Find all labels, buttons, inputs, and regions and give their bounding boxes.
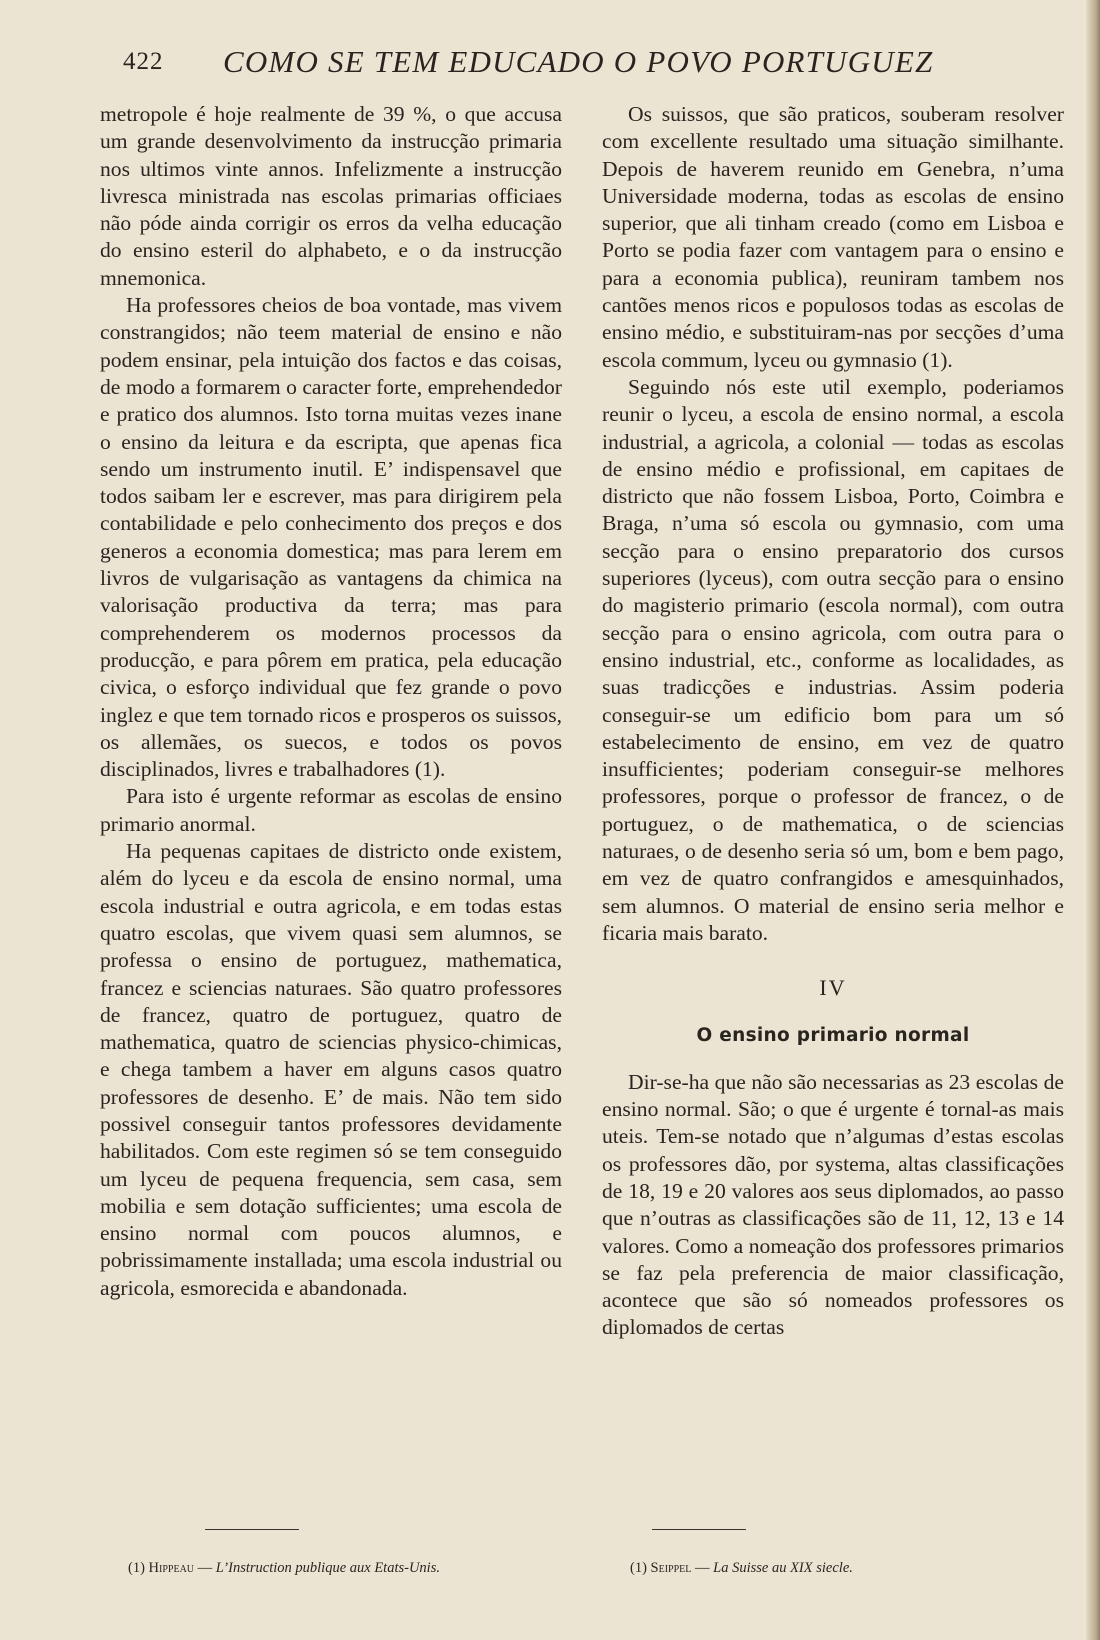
footnote-left <box>128 1560 440 1577</box>
footnote-rule-left <box>205 1529 299 1530</box>
footnote-author: Hippeau <box>148 1560 195 1576</box>
footnote-title: La Suisse au XIX siecle. <box>713 1560 853 1576</box>
footnote-author: Seippel <box>650 1560 692 1576</box>
paragraph: Para isto é urgente reformar as escolas de ensino primario anormal. <box>100 784 562 836</box>
page-header <box>118 44 958 84</box>
section-title: O ensino primario normal <box>696 1024 970 1046</box>
running-title: COMO SE TEM EDUCADO O POVO PORTUGUEZ <box>223 44 934 79</box>
right-column <box>602 101 1064 1342</box>
section-number: IV <box>819 975 847 1001</box>
footnote-dash: — <box>197 1560 213 1576</box>
left-column <box>100 101 562 1302</box>
footnote-marker: (1) <box>128 1560 145 1576</box>
paragraph: Ha professores cheios de boa vontade, mas vivem constrangidos; não teem material de ensino e não podem ensinar, pela intuição dos factos e das coisas, de modo a formarem o caracter forte, emprehendedor e pratico dos alumnos. Isto torna muitas vezes inane o ensino da leitura e da escripta, que apenas fica sendo um instrumento inutil. E’ indispensavel que todos saibam ler e escrever, mas para dirigirem pela contabilidade e pelo conhecimento dos preços e dos generos a economia domestica; mas para lerem em livros de vulgarisação as vantagens da chimica na valorisação productiva da terra; mas para comprehenderem os modernos processos da producção, e para pôrem em pratica, pela educação civica, o esforço individual que fez grande o povo inglez e que tem tornado ricos e prosperos os suissos, os allemães, os suecos, e todos os povos disciplinados, livres e trabalhadores (1). <box>100 293 562 782</box>
footnote-title: L’Instruction publique aux Etats-Unis. <box>215 1560 440 1576</box>
page-number: 422 <box>123 48 164 75</box>
paragraph: Ha pequenas capitaes de districto onde existem, além do lyceu e da escola de ensino normal, uma escola industrial e outra agricola, e em todas estas quatro escolas, que vivem quasi sem alumnos, se professa o ensino de portuguez, mathematica, francez e sciencias naturaes. São quatro professores de francez, quatro de portuguez, quatro de mathematica, quatro de sciencias physico-chimicas, e chega tambem a haver em alguns casos quatro professores de desenho. E’ de mais. Não tem sido possivel conseguir tantos professores devidamente habilitados. Com este regimen só se tem conseguido um lyceu de pequena frequencia, sem casa, sem mobilia e sem dotação sufficientes; uma escola de ensino normal com poucos alumnos, e pobrissimamente installada; uma escola industrial ou agricola, esmorecida e abandonada. <box>100 839 562 1300</box>
footnote-marker: (1) <box>630 1560 647 1576</box>
footnote-dash: — <box>695 1560 710 1576</box>
paragraph: Dir-se-ha que não são necessarias as 23 escolas de ensino normal. São; o que é urgente é tornal-as mais uteis. Tem-se notado que n’algumas d’estas escolas os professores dão, por systema, altas classificações de 18, 19 e 20 valores aos seus diplomados, ao passo que n’outras as classificações são de 11, 12, 13 e 14 valores. Como a nomeação dos professores primarios se faz pela preferencia de maior classificação, acontece que são só nomeados professores os diplomados de certas <box>602 1069 1064 1340</box>
paragraph: Os suissos, que são praticos, souberam resolver com excellente resultado uma situação similhante. Depois de haverem reunido em Genebra, n’uma Universidade moderna, todas as escolas de ensino superior, que ali tinham creado (como em Lisboa e Porto se podia fazer com vantagem para o ensino e para a economia publica), reuniram tambem nos cantões menos ricos e populosos todas as escolas de ensino médio, e substituiram-nas por secções d’uma escola commum, lyceu ou gymnasio (1). <box>602 102 1064 372</box>
footnote-right <box>630 1560 853 1577</box>
paragraph: metropole é hoje realmente de 39 %, o que accusa um grande desenvolvimento da instrucção primaria nos ultimos vinte annos. Infelizmente a instrucção livresca ministrada nas escolas primarias officiaes não póde ainda corrigir os erros da velha educação do ensino esteril do alphabeto, e o da instrucção mnemonica. <box>100 102 562 290</box>
page-edge-shadow <box>1086 0 1100 1640</box>
footnote-rule-right <box>652 1529 746 1530</box>
paragraph: Seguindo nós este util exemplo, poderiamos reunir o lyceu, a escola de ensino normal, a escola industrial, a agricola, a colonial — todas as escolas de ensino médio e profissional, em capitaes de districto que não fossem Lisboa, Porto, Coimbra e Braga, n’uma só escola ou gymnasio, com uma secção para o ensino preparatorio dos cursos superiores (lyceus), com outra secção para o ensino do magisterio primario (escola normal), com outra secção para o ensino agricola, com outra para o ensino industrial, etc., conforme as localidades, as suas tradicções e industrias. Assim poderia conseguir-se um edificio bom para um só estabelecimento de ensino, em vez de quatro insufficientes; poderiam conseguir-se melhores professores, porque o professor de francez, o de portuguez, o de mathematica, o de sciencias naturaes, o de desenho seria só um, bom e bem pago, em vez de quatro confrangidos e amesquinhados, sem alumnos. O material de ensino seria melhor e ficaria mais barato. <box>602 374 1064 945</box>
